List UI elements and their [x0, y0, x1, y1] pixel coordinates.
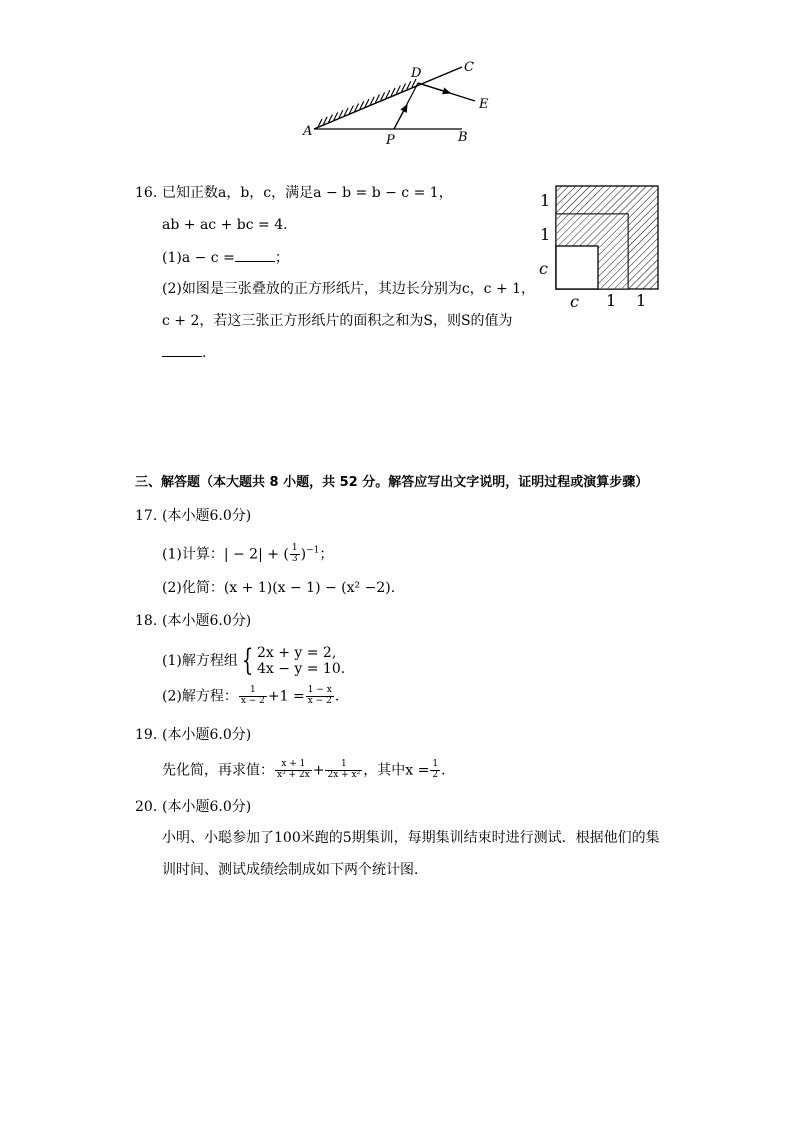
reflection-diagram: [300, 55, 500, 150]
ray-pd-arrow: [394, 105, 407, 129]
q18-part1-text: (1)解方程组: [162, 653, 238, 669]
left-label-2: 1: [540, 225, 551, 244]
q18-fraction-1: $\frac{1}{x - 2}$: [240, 685, 265, 706]
q18-mid: +1 =: [267, 688, 305, 705]
q19-fraction-3: $\frac{1}{2}$: [432, 759, 439, 780]
q16-number: 16.: [135, 185, 158, 201]
q20-line2: 训时间、测试成绩绘制成如下两个统计图．: [162, 862, 428, 878]
q16-part2-end: .: [202, 345, 207, 361]
label-p: P: [386, 133, 395, 148]
q18-score: (本小题6.0分): [162, 613, 252, 629]
left-label-c: c: [539, 259, 548, 278]
q19-fraction-1: $\frac{x + 1}{\text{x² + 2x}}$: [277, 759, 310, 780]
q18-number: 18.: [135, 613, 158, 629]
bottom-label-1b: 1: [636, 291, 647, 310]
q17-part2: (2)化简：(x + 1)(x − 1) − (x² −2).: [162, 580, 396, 596]
q20-line1: 小明、小聪参加了100米跑的5期集训，每期集训结束时进行测试．根据他们的集: [162, 830, 660, 846]
square-small: [556, 246, 598, 289]
label-d: D: [411, 66, 422, 81]
q18-brace: {: [241, 643, 254, 678]
q16-part2-blank: [162, 356, 202, 357]
q17-part1-end: ；: [319, 546, 334, 563]
q19-body: [162, 760, 446, 781]
q18-eq1: 2x + y = 2,: [256, 645, 337, 661]
q16-part2-line2: c + 2，若这三张正方形纸片的面积之和为S，则S的值为: [162, 313, 513, 329]
label-a: A: [303, 124, 313, 139]
q17-number: 17.: [135, 508, 158, 524]
q19-fraction-2: $\frac{1}{\text{2x + x²}}$: [327, 759, 361, 780]
label-b: B: [458, 130, 468, 145]
q20-number: 20.: [135, 799, 158, 815]
q18-part2: [162, 686, 339, 707]
q19-score: (本小题6.0分): [162, 727, 252, 743]
q16-part2-line1: (2)如图是三张叠放的正方形纸片，其边长分别为c，c + 1，: [162, 281, 536, 297]
bottom-label-1a: 1: [606, 291, 617, 310]
q16-part2-answer: [162, 346, 206, 360]
q18-end: .: [334, 688, 340, 705]
q17-part1: [162, 544, 333, 565]
q16-part1: [162, 251, 289, 265]
q18-part2-text: (2)解方程：: [162, 688, 238, 705]
q17-exponent: −1: [306, 545, 320, 556]
left-label-1: 1: [540, 191, 551, 210]
bottom-label-c: c: [570, 292, 579, 311]
q17-score: (本小题6.0分): [162, 508, 252, 524]
q19-end: .: [441, 762, 446, 779]
q18-part1: [162, 645, 345, 677]
mirror-line-ac: [314, 67, 462, 129]
q17-part1-tail: ): [300, 546, 307, 563]
q17-fraction: $\frac{1}{3}$: [291, 543, 298, 564]
q18-fraction-2: $\frac{1 - x}{x - 2}$: [307, 685, 332, 706]
label-c: C: [464, 60, 474, 75]
section3-title: 三、解答题（本大题共 8 小题，共 52 分。解答应写出文字说明，证明过程或演算步骤）: [135, 475, 649, 490]
label-e: E: [479, 97, 489, 112]
q16-part1-end: ；: [274, 250, 289, 266]
q18-eq2: 4x − y = 10.: [256, 661, 346, 677]
q16-line1: 已知正数a，b，c，满足a − b = b − c = 1，: [162, 185, 453, 201]
q16-part1-text: (1)a − c =: [162, 250, 235, 266]
q20-score: (本小题6.0分): [162, 799, 252, 815]
squares-figure: [530, 182, 670, 312]
ray-de-arrow: [418, 83, 450, 93]
q16-part1-blank: [235, 261, 275, 262]
q19-plus: +: [312, 762, 325, 779]
q17-part1-text: (1)计算：| − 2| + (: [162, 546, 289, 563]
q16-line2: ab + ac + bc = 4.: [162, 217, 288, 233]
q19-number: 19.: [135, 727, 158, 743]
q19-mid: ，其中x =: [363, 762, 430, 779]
mirror-hatching: [318, 79, 416, 127]
q19-prefix: 先化简，再求值：: [162, 762, 274, 779]
